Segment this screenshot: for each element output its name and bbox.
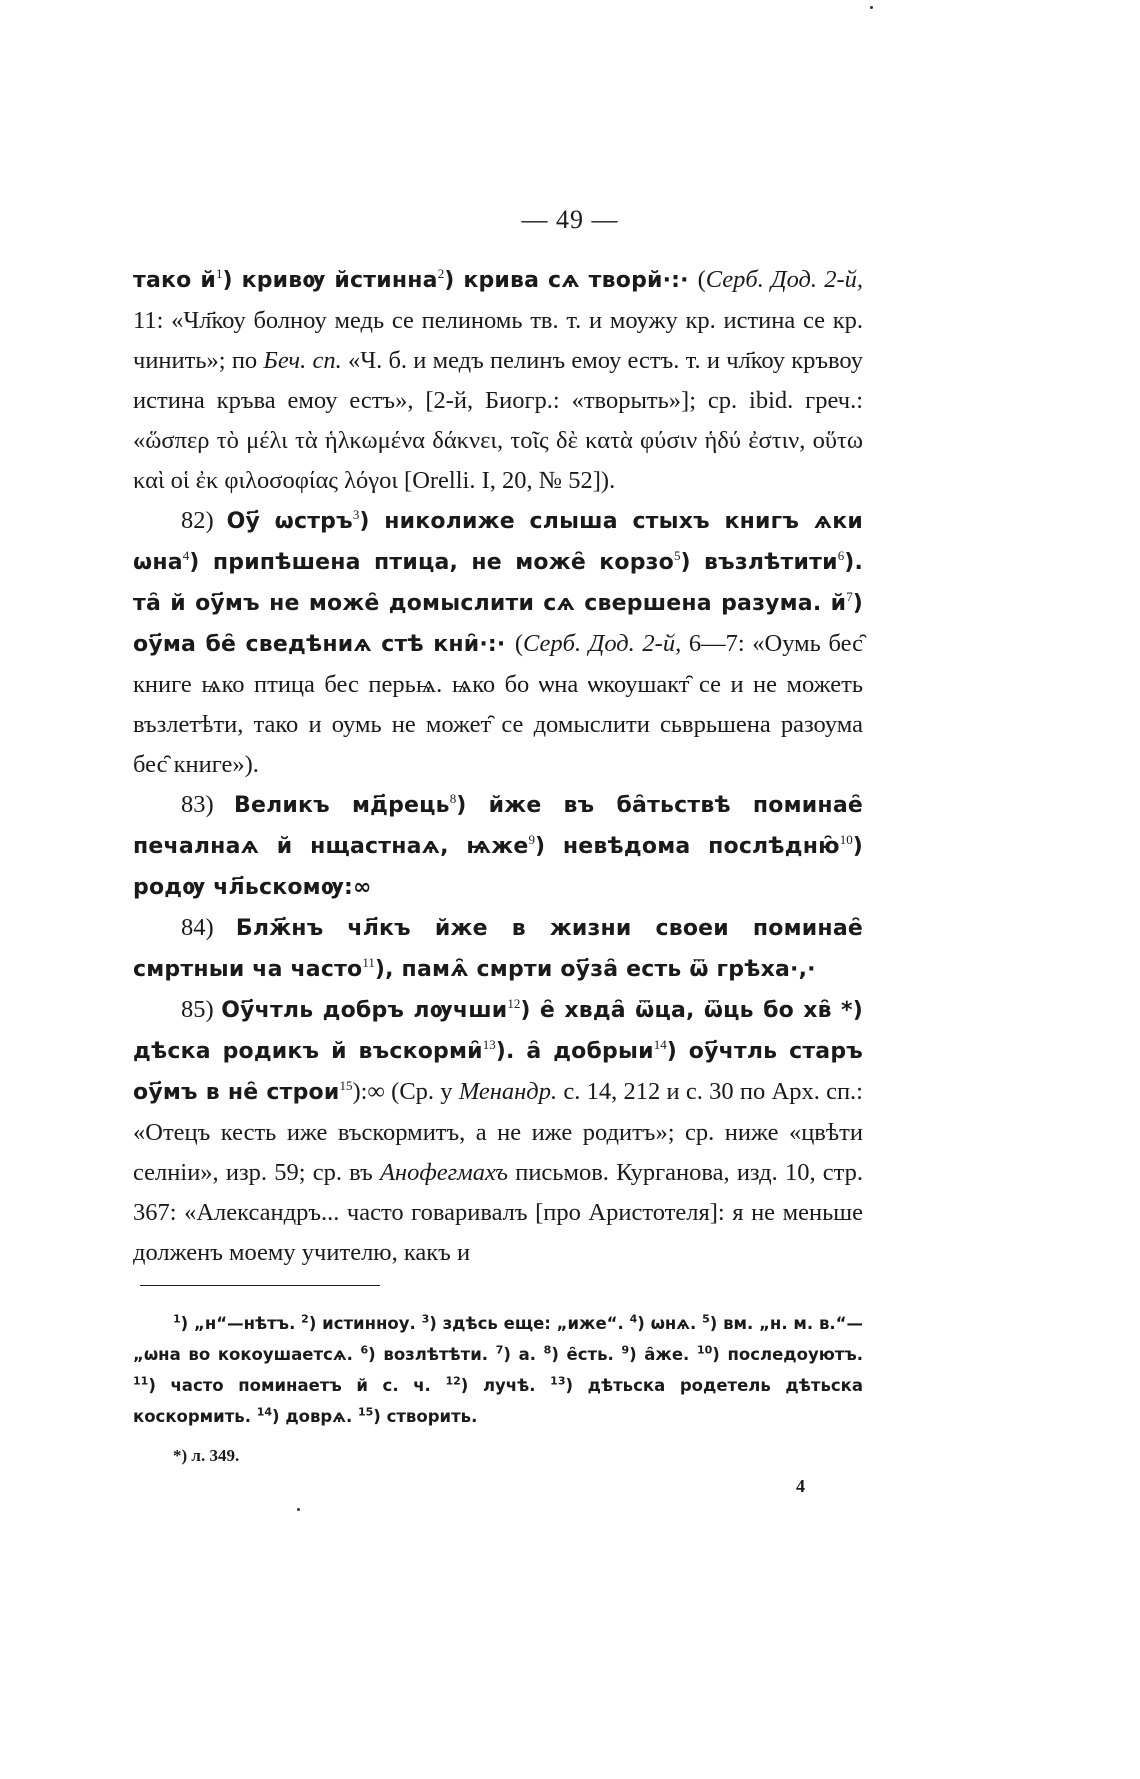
text-run: 84)	[181, 914, 236, 941]
footnote-ref: 13	[482, 1036, 496, 1052]
slavonic-text: ) възлѣтити	[680, 550, 838, 575]
footnote-text: ) створить.	[373, 1407, 478, 1426]
paragraph	[133, 908, 863, 990]
footnote-ref: 12	[507, 995, 521, 1011]
footnote-text: ) дѣтьска родетель дѣтьска коскормить.	[133, 1376, 864, 1426]
slavonic-text: ) родѹ чл҃ьскомѹ:∞	[133, 834, 863, 900]
slavonic-text: Оу҃чтль добръ лѹчши	[221, 998, 508, 1023]
citation-text: Анофегмахъ	[379, 1159, 509, 1186]
text-run: «Ч. б. и медъ пелинъ емоу естъ. т. и чл҃коу кръвоу истина кръва емоу естъ», [2-й, Биогр.: «творыть»]; ср. ibid. греч.: «ὥσπερ τὸ μέλι τὰ ἡλκωμένα δάκνει, τοῖς δὲ κατὰ φύσιν ἡδύ ἐστιν, οὕτω καὶ οἱ ἐκ φιλοσοφίας λόγοι [Orelli. I, 20, № 52]).	[133, 347, 863, 494]
slavonic-text: ). та̑ й оу҃мъ не може̑ домыслити сѧ свершена разума. й	[133, 550, 863, 616]
text-run: ):∞ (Ср. у	[352, 1078, 459, 1105]
footnote-number: 9	[621, 1343, 630, 1357]
paragraph	[133, 785, 863, 908]
footnote-ref: 8	[449, 790, 457, 806]
slavonic-text: ) крива сѧ творй·:·	[444, 268, 698, 293]
slavonic-text: ). а̑ добрыи	[495, 1039, 654, 1064]
star-note: *) л. 349.	[173, 1446, 240, 1465]
footnote-ref: 9	[528, 831, 535, 847]
footnote-ref: 7	[846, 588, 853, 604]
text-run: 11: «Чл҃коу болноу медь се пелиномь тв. т. и моужу кр. истина се кр. чинить»; по	[133, 307, 863, 374]
text-run: 85)	[181, 996, 222, 1023]
footnote-ref: 6	[837, 547, 845, 563]
footnote-text: ) „н“—нѣтъ.	[180, 1314, 302, 1333]
slavonic-text: ) оу҃ма бе̑ сведѣниѧ стѣ кни̑·:·	[133, 591, 863, 657]
footnote-number: 7	[495, 1343, 504, 1357]
footnote-ref: 10	[839, 831, 853, 847]
footnote-text: ) часто поминаетъ й с. ч.	[148, 1376, 446, 1395]
footnote-text: ) а.	[503, 1345, 544, 1364]
footnote-text: ) е̑сть.	[551, 1345, 622, 1364]
footnote-ref: 14	[653, 1036, 667, 1052]
footnote-ref: 4	[182, 547, 190, 563]
citation-text: Серб. Дод. 2-й,	[705, 266, 863, 293]
footnote-ref: 11	[362, 954, 375, 970]
footnote-text: ) доврѧ.	[272, 1407, 358, 1426]
footnote-ref: 1	[215, 265, 223, 281]
footnote-text: ) а̑же.	[629, 1345, 697, 1364]
footnote-text: ) ѡнѧ.	[637, 1314, 703, 1333]
footnote-divider	[140, 1285, 380, 1286]
footnote-ref: 2	[437, 265, 445, 281]
footnote-number: 14	[256, 1405, 273, 1419]
footnote-number: 15	[357, 1405, 374, 1419]
text-run: (	[514, 630, 524, 657]
slavonic-text: Оу҃ ѡстръ	[226, 509, 353, 534]
paragraph	[133, 990, 863, 1273]
citation-text: Беч. сп.	[263, 347, 342, 374]
slavonic-text: тако й	[133, 268, 216, 293]
text-run: письмов. Курганова, изд. 10, стр. 367: «Александръ... часто говаривалъ [про Аристотеля]: я не меньше долженъ моему учителю, какъ и	[133, 1159, 864, 1266]
footnotes	[133, 1308, 863, 1432]
text-run: 83)	[181, 791, 234, 818]
slavonic-text: ), памѧ̑ смрти оу҃за̑ есть ѿ грѣха·,·	[374, 957, 816, 982]
footnote-ref: 3	[352, 506, 360, 522]
footnote-text: ) последоуютъ.	[712, 1345, 863, 1364]
text-run: (	[697, 266, 706, 293]
citation-text: Серб. Дод. 2-й,	[523, 630, 682, 657]
paragraph	[133, 501, 863, 785]
footnote-text: ) истинноу.	[308, 1314, 422, 1333]
footnote-number: 11	[133, 1374, 149, 1388]
slavonic-text: ) е̑ хвда̑ ѿца, ѿць бо хв̑ *) дѣска родикъ й въскорми̑	[133, 998, 863, 1064]
main-text	[133, 260, 863, 1273]
footnote-number: 12	[445, 1374, 461, 1388]
footnote-number: 1	[173, 1312, 181, 1326]
footnote-number: 6	[360, 1343, 369, 1357]
footnote-number: 4	[629, 1312, 638, 1326]
footnote-text: ) здѣсь еще: „иже“.	[429, 1314, 630, 1333]
footnote-text: ) лучѣ.	[460, 1376, 551, 1395]
slavonic-text: Блж҃нъ чл҃къ йже в жизни своеи поминае̑ смртныи ча часто	[133, 916, 863, 982]
footnote-ref: 5	[673, 547, 681, 563]
footnote-number: 8	[543, 1343, 552, 1357]
text-run: с. 14, 212 и с. 30 по Арх. сп.: «Отецъ кесть иже въскормитъ, а не иже родитъ»; ср. ниже «цвѣти селніи», изр. 59; ср. въ	[133, 1078, 863, 1186]
footnote-number: 10	[696, 1343, 713, 1357]
paragraph	[133, 260, 863, 501]
footnote-number: 2	[301, 1312, 309, 1326]
footnote-ref: 15	[339, 1077, 353, 1093]
footnote-text: ) возлѣтѣти.	[368, 1345, 496, 1364]
signature-mark: 4	[796, 1476, 805, 1496]
slavonic-text: Великъ мд҃рець	[234, 793, 450, 818]
slavonic-text: ) кривѹ йстинна	[222, 268, 438, 293]
footnote-number: 5	[702, 1312, 710, 1326]
paper-speck	[297, 1508, 300, 1511]
text-run: 82)	[181, 507, 227, 534]
footnote-text: ) вм. „н. м. в.“—„ѡна во кокоушаетсѧ.	[133, 1314, 864, 1364]
footnote-number: 13	[550, 1374, 566, 1388]
footnote-number: 3	[421, 1312, 430, 1326]
text-run: 6—7: «Оумь бес̑ книге ѩко птица бес перьѩ. ѩко бо ѡна ѡкоушакт̑ се и не можеть възлетѣти, тако и оумь не может̑ се домыслити сьврьшена разоума бес̑ книге»).	[133, 630, 864, 778]
footnote-block	[133, 1308, 863, 1432]
citation-text: Менандр.	[458, 1078, 558, 1105]
page-number: — 49 —	[521, 205, 619, 234]
slavonic-text: ) оу҃чтль старъ оу҃мъ в не̑ строи	[133, 1039, 864, 1105]
slavonic-text: ) николиже слыша стыхъ книгъ ѧки ѡна	[133, 509, 863, 575]
slavonic-text: ) припѣшена птица, не може̑ корзо	[189, 550, 674, 575]
slavonic-text: ) невѣдома послѣдню̑	[534, 834, 840, 859]
slavonic-text: ) йже въ ба̑тьствѣ поминае̑ печалнаѧ й нщастнаѧ, ѩже	[133, 793, 863, 859]
paper-speck	[870, 6, 873, 9]
